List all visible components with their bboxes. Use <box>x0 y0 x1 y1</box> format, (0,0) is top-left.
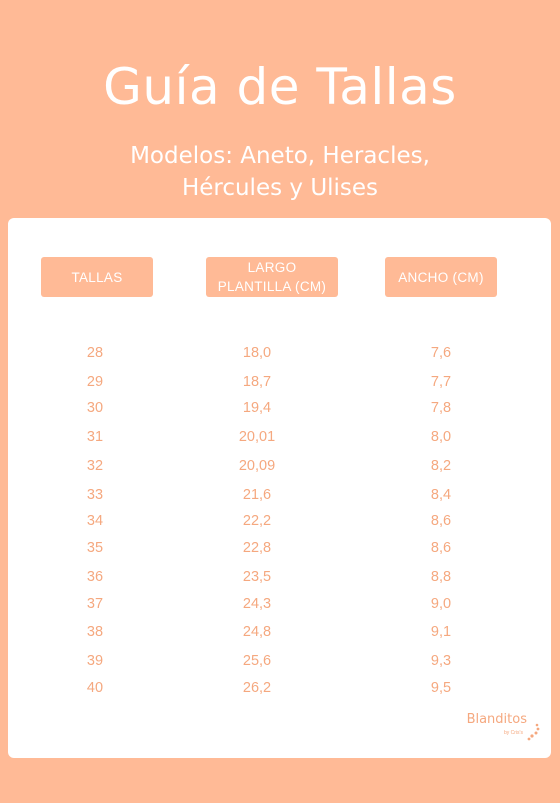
size-cell: 35 <box>86 540 104 556</box>
header-largo-plantilla <box>206 257 338 297</box>
length-cell: 19,4 <box>242 400 272 416</box>
table-row <box>8 374 551 394</box>
size-cell: 31 <box>86 429 104 445</box>
size-cell: 34 <box>86 513 104 529</box>
width-cell: 7,7 <box>430 374 452 390</box>
size-cell: 32 <box>86 458 104 474</box>
logo-name: Blanditos <box>466 712 527 727</box>
length-cell: 26,2 <box>242 680 272 696</box>
width-cell: 9,0 <box>430 596 452 612</box>
size-cell: 37 <box>86 596 104 612</box>
size-cell: 38 <box>86 624 104 640</box>
size-cell: 36 <box>86 569 104 585</box>
length-cell: 22,2 <box>242 513 272 529</box>
logo-subtitle: by Cris's <box>503 730 523 736</box>
width-cell: 9,5 <box>430 680 452 696</box>
width-cell: 7,6 <box>430 345 452 361</box>
length-cell: 24,8 <box>242 624 272 640</box>
subtitle-line-2: Hércules y Ulises <box>181 175 379 201</box>
size-cell: 33 <box>86 487 104 503</box>
subtitle-line-1: Modelos: Aneto, Heracles, <box>130 143 430 169</box>
length-cell: 21,6 <box>242 487 272 503</box>
table-row <box>8 458 551 478</box>
width-cell: 9,1 <box>430 624 452 640</box>
length-cell: 22,8 <box>242 540 272 556</box>
header-ancho: ANCHO (CM) <box>385 257 497 297</box>
table-row <box>8 513 551 533</box>
width-cell: 8,4 <box>430 487 452 503</box>
size-cell: 40 <box>86 680 104 696</box>
size-cell: 28 <box>86 345 104 361</box>
table-row <box>8 680 551 700</box>
table-row <box>8 653 551 673</box>
width-cell: 7,8 <box>430 400 452 416</box>
footprints-icon <box>527 722 541 742</box>
page-subtitle <box>0 140 560 204</box>
size-cell: 29 <box>86 374 104 390</box>
length-cell: 18,0 <box>242 345 272 361</box>
width-cell: 8,0 <box>430 429 452 445</box>
length-cell: 25,6 <box>242 653 272 669</box>
table-row <box>8 400 551 420</box>
length-cell: 20,01 <box>238 429 276 445</box>
header-tallas: TALLAS <box>41 257 153 297</box>
size-table-card <box>8 218 551 758</box>
blanditos-logo <box>453 712 543 744</box>
table-row <box>8 624 551 644</box>
length-cell: 18,7 <box>242 374 272 390</box>
table-row <box>8 569 551 589</box>
width-cell: 8,8 <box>430 569 452 585</box>
length-cell: 24,3 <box>242 596 272 612</box>
length-cell: 23,5 <box>242 569 272 585</box>
width-cell: 8,6 <box>430 513 452 529</box>
header-largo-line-1: LARGO <box>247 260 297 275</box>
width-cell: 8,2 <box>430 458 452 474</box>
table-row <box>8 487 551 507</box>
header-largo-line-2: PLANTILLA (CM) <box>217 279 327 294</box>
table-row <box>8 596 551 616</box>
size-cell: 39 <box>86 653 104 669</box>
width-cell: 9,3 <box>430 653 452 669</box>
width-cell: 8,6 <box>430 540 452 556</box>
length-cell: 20,09 <box>238 458 276 474</box>
table-row <box>8 429 551 449</box>
size-cell: 30 <box>86 400 104 416</box>
table-row <box>8 345 551 365</box>
page-title: Guía de Tallas <box>103 58 457 116</box>
table-row <box>8 540 551 560</box>
